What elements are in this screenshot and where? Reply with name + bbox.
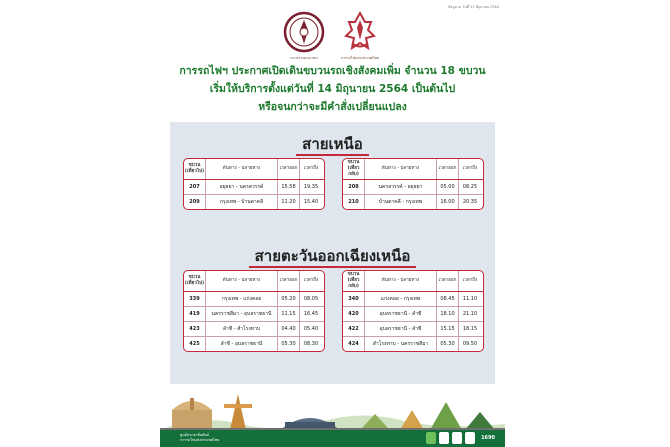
col-train: ขบวน (เที่ยวกลับ) [343,271,365,291]
table-row [184,180,324,195]
arrive-time: 20.35 [462,199,478,205]
route: บ้านตาคลี - กรุงเทพ [365,195,437,209]
table-row [184,195,324,209]
qr-code-icon [439,432,449,444]
col-route: ต้นทาง - ปลายทาง [206,271,278,291]
arrive-time: 15.40 [303,199,319,205]
arrive-time: 18.15 [462,326,478,332]
col-train: ขบวน (เที่ยวไป) [184,271,206,291]
table-header [184,271,324,292]
depart-time: 05.30 [437,337,459,351]
col-route: ต้นทาง - ปลายทาง [365,271,437,291]
depart-time: 04.40 [278,322,300,336]
route: แก่งคอย - กรุงเทพ [365,292,437,306]
footer-text [180,433,219,443]
date-note: ข้อมูล ณ วันที่ 11 มิถุนายน 2564 [447,5,499,9]
line-app-icon [426,432,436,444]
headline-line-3: หรือจนกว่าจะมีคำสั่งเปลี่ยนแปลง [258,101,407,113]
train-number: 425 [184,337,206,351]
table-row [184,292,324,307]
srt-caption: การรถไฟแห่งประเทศไทย [340,56,380,60]
footer-badges [426,432,495,444]
arrive-time: 08.30 [303,341,319,347]
col-depart: เวลาออก [437,271,459,291]
depart-time: 11.15 [278,307,300,321]
train-number: 208 [343,180,365,194]
depart-time: 11.20 [278,195,300,209]
route: ลำชี - สำโรงทาบ [206,322,278,336]
table-header [343,159,483,180]
col-arrive: เวลาถึง [303,166,319,171]
col-route: ต้นทาง - ปลายทาง [365,159,437,179]
train-number: 423 [184,322,206,336]
route: อยุธยา - นครสวรรค์ [206,180,278,194]
depart-time: 16.00 [437,195,459,209]
col-arrive: เวลาถึง [303,278,319,283]
route: นครสวรรค์ - อยุธยา [365,180,437,194]
train-number: 207 [184,180,206,194]
col-depart: เวลาออก [278,159,300,179]
table-header [184,159,324,180]
arrive-time: 21.10 [462,311,478,317]
arrive-time: 11.10 [462,296,478,302]
qr-code-icon [452,432,462,444]
table-row [184,322,324,337]
depart-time: 08.45 [437,292,459,306]
train-number: 209 [184,195,206,209]
table-row [343,195,483,209]
footer-line-1: ศูนย์ประชาสัมพันธ์ [180,433,210,437]
arrive-time: 08.25 [462,184,478,190]
schedule-panel [170,122,495,384]
depart-time: 05.20 [278,292,300,306]
depart-time: 15.15 [437,322,459,336]
col-train: ขบวน (เที่ยวไป) [184,159,206,179]
route: กรุงเทพ - บ้านตาคลี [206,195,278,209]
train-number: 420 [343,307,365,321]
route: นครราชสีมา - อุบลราชธานี [206,307,278,321]
section-title-north: สายเหนือ [170,132,495,156]
train-number: 339 [184,292,206,306]
arrive-time: 08.05 [303,296,319,302]
arrive-time: 16.45 [303,311,319,317]
srt-logo-icon [338,10,382,54]
north-inbound-table [342,158,484,210]
headline-line-1: การรถไฟฯ ประกาศเปิดเดินขบวนรถเชิงสังคมเพิ่ม จำนวน 18 ขบวน [179,65,486,77]
table-row [184,307,324,322]
qr-code-icon [465,432,475,444]
route: อุบลราชธานี - ลำชี [365,307,437,321]
footer-line-2: การรถไฟแห่งประเทศไทย [180,438,220,442]
route: อุบลราชธานี - ลำชี [365,322,437,336]
headline [160,62,505,116]
table-row [343,292,483,307]
section-title-northeast: สายตะวันออกเฉียงเหนือ [170,244,495,268]
table-row [343,180,483,195]
arrive-time: 09.50 [462,341,478,347]
train-number: 422 [343,322,365,336]
ministry-caption: กระทรวงคมนาคม [290,56,318,60]
col-arrive: เวลาถึง [462,278,478,283]
logo-bar [160,10,505,60]
col-depart: เวลาออก [437,159,459,179]
northeast-inbound-table [342,270,484,352]
announcement-poster [160,0,505,447]
table-row [343,322,483,337]
hotline-number: 1690 [481,435,495,441]
depart-time: 15.58 [278,180,300,194]
arrive-time: 19.35 [303,184,319,190]
north-outbound-table [183,158,325,210]
train-number: 424 [343,337,365,351]
route: กรุงเทพ - แก่งคอย [206,292,278,306]
col-arrive: เวลาถึง [462,166,478,171]
ministry-seal-icon [282,10,326,54]
route: สำโรงทาบ - นครราชสีมา [365,337,437,351]
northeast-outbound-table [183,270,325,352]
table-row [343,337,483,351]
col-train: ขบวน (เที่ยวกลับ) [343,159,365,179]
train-number: 419 [184,307,206,321]
landmark-skyline-illustration [160,384,505,436]
col-route: ต้นทาง - ปลายทาง [206,159,278,179]
depart-time: 05.30 [278,337,300,351]
depart-time: 05.00 [437,180,459,194]
table-row [343,307,483,322]
arrive-time: 05.40 [303,326,319,332]
headline-line-2: เริ่มให้บริการตั้งแต่วันที่ 14 มิถุนายน 2564 เป็นต้นไป [209,83,456,95]
footer-bar [160,430,505,447]
train-number: 340 [343,292,365,306]
col-depart: เวลาออก [278,271,300,291]
train-number: 210 [343,195,365,209]
table-row [184,337,324,351]
depart-time: 18.10 [437,307,459,321]
route: ลำชี - อุบลราชธานี [206,337,278,351]
table-header [343,271,483,292]
